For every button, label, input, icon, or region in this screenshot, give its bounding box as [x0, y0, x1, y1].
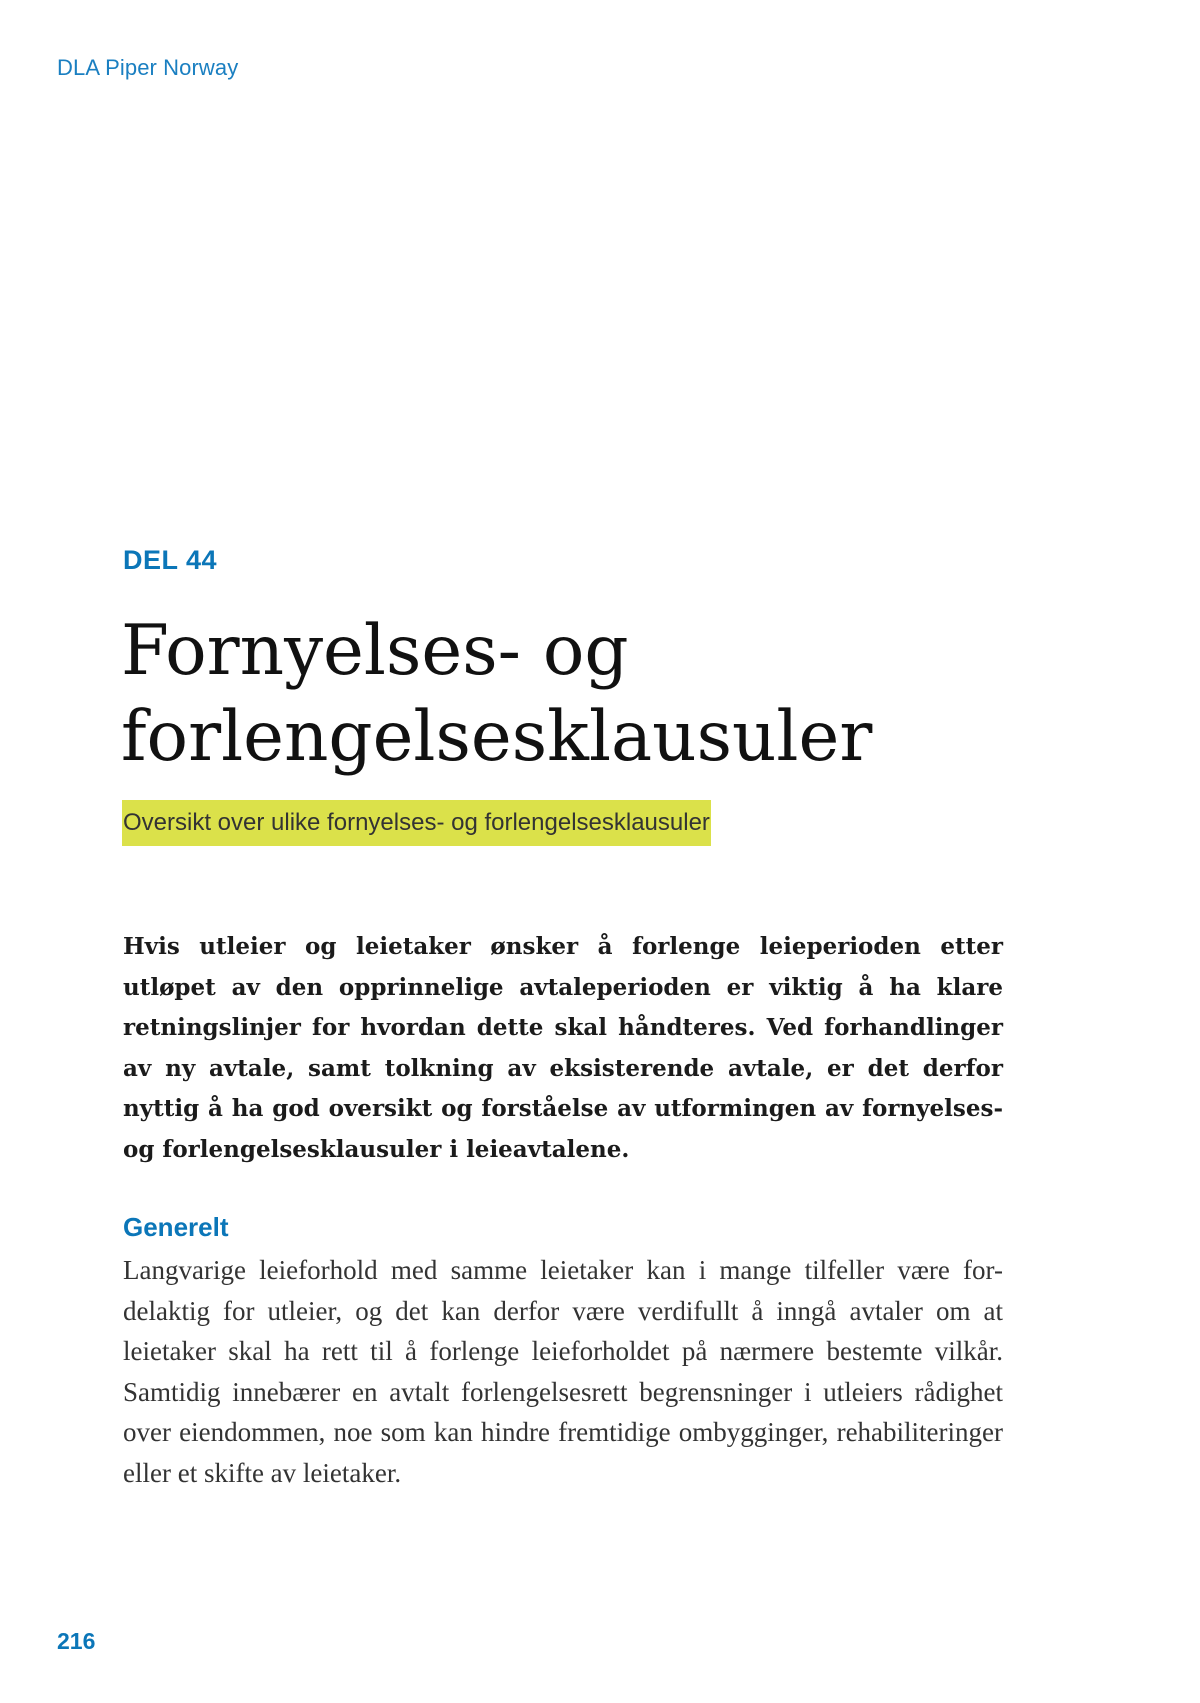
chapter-title-line-2: forlengelsesklausuler: [121, 697, 873, 777]
chapter-title-line-1: Fornyelses- og: [121, 611, 629, 691]
page-number: 216: [57, 1628, 96, 1654]
chapter-subtitle: Oversikt over ulike fornyelses- og forlengelsesklausuler: [122, 800, 711, 846]
body-paragraph: Langvarige leieforhold med samme leietaker kan i mange tilfeller være for-delaktig for utleier, og det kan derfor være verdifullt å inngå avtaler om at leietaker skal ha rett til å forlenge leieforholdet på nærmere bestemte vilkår. Samtidig innebærer en avtalt forlengelsesrett begrensninger i utleiers rådighet over eiendommen, noe som kan hindre fremtidige ombygginger, rehabiliteringer eller et skifte av leietaker.: [123, 1255, 1003, 1488]
chapter-label: DEL 44: [123, 545, 218, 575]
running-header: DLA Piper Norway: [57, 55, 239, 80]
chapter-title: [121, 608, 1081, 780]
lead-paragraph: Hvis utleier og leietaker ønsker å forlenge leieperioden etter utløpet av den opprinnelige avtaleperioden er viktig å ha klare retningslinjer for hvordan dette skal håndteres. Ved forhandlinger av ny avtale, samt tolkning av eksisterende avtale, er det derfor nyttig å ha god oversikt og forståelse av utformingen av fornyelses- og forlengelsesklausuler i leieavtalene.: [123, 933, 1003, 1163]
section-heading: Generelt: [123, 1212, 229, 1242]
